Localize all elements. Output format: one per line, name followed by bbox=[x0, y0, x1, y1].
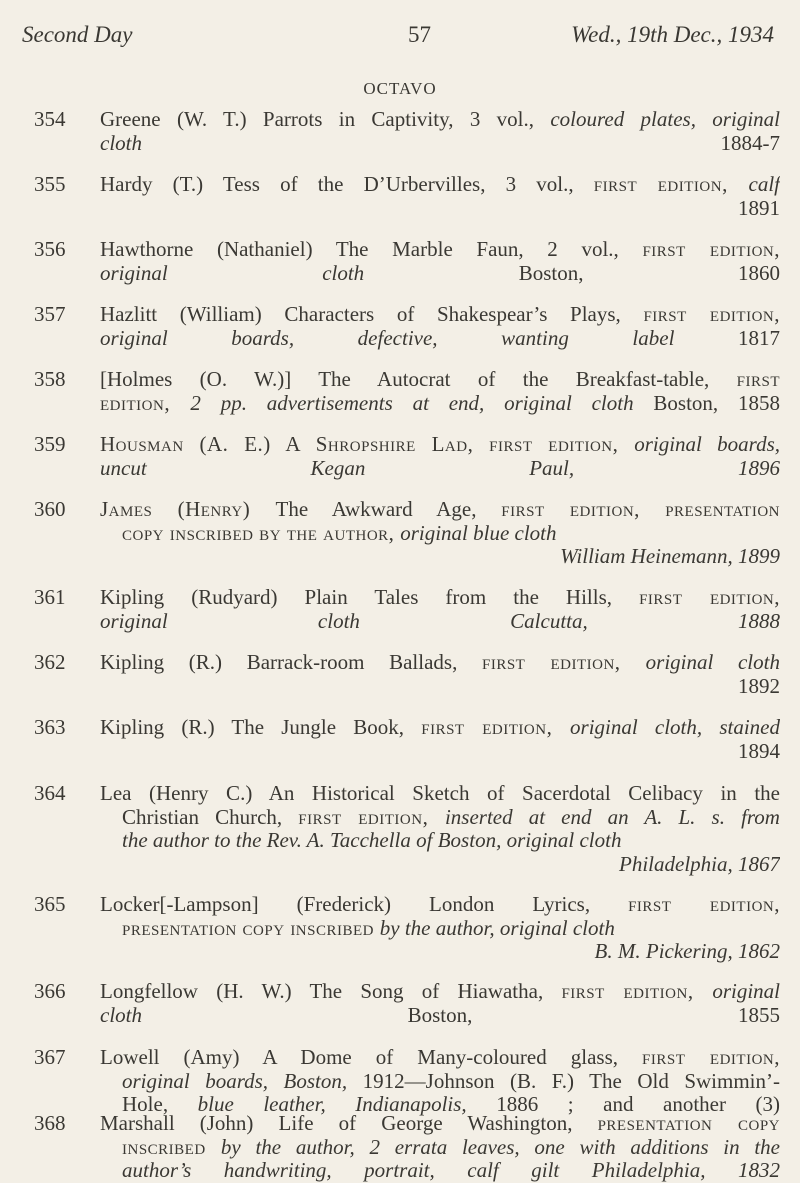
description-line bbox=[100, 1159, 780, 1183]
text-segment: Hazlitt (William) Characters of Shakespear’s Plays, bbox=[100, 303, 644, 326]
lot-number: 362 bbox=[34, 650, 66, 674]
text-segment: first edition, bbox=[642, 1046, 780, 1069]
text-segment: first edition, bbox=[643, 303, 780, 326]
description-line bbox=[100, 392, 780, 416]
text-segment: cloth bbox=[100, 131, 142, 155]
description-line bbox=[100, 716, 780, 740]
description-line bbox=[100, 586, 780, 610]
lot-number: 358 bbox=[34, 367, 66, 391]
lot-description bbox=[100, 651, 780, 698]
text-segment: Greene (W. T.) Parrots in Captivity, 3 vol., bbox=[100, 108, 551, 131]
text-segment: 1892 bbox=[738, 674, 780, 698]
description-line bbox=[100, 829, 780, 853]
text-segment: 1912—Johnson (B. F.) The Old Swimmin’- bbox=[362, 1069, 780, 1093]
lot-number: 354 bbox=[34, 107, 66, 131]
text-segment: (3) bbox=[755, 1093, 780, 1116]
text-segment: 1886 ; and another bbox=[496, 1093, 726, 1116]
lot-description bbox=[100, 893, 780, 964]
description-line bbox=[100, 132, 780, 156]
description-line bbox=[100, 1136, 780, 1160]
text-segment: Kegan Paul, 1896 bbox=[310, 456, 780, 480]
description-line bbox=[100, 197, 780, 221]
lot-description bbox=[100, 716, 780, 763]
text-segment: Lowell (Amy) A Dome of Many-coloured glass, bbox=[100, 1046, 643, 1069]
text-segment: Boston, 1855 bbox=[407, 1003, 780, 1027]
description-line bbox=[100, 940, 780, 964]
description-line bbox=[100, 433, 780, 457]
lot-description bbox=[100, 108, 780, 155]
text-segment: inserted at end an A. L. s. from bbox=[444, 805, 780, 829]
page-number: 57 bbox=[408, 22, 431, 47]
description-line bbox=[100, 522, 780, 546]
lot-description bbox=[100, 303, 780, 350]
text-segment: original cloth bbox=[100, 609, 360, 633]
text-segment: by the author, 2 errata leaves, one with additions in the bbox=[220, 1135, 780, 1159]
description-line bbox=[100, 893, 780, 917]
text-segment: Longfellow (H. W.) The Song of Hiawatha, bbox=[100, 980, 562, 1003]
lot-number: 366 bbox=[34, 979, 66, 1003]
text-segment: 2 pp. advertisements at end, original cloth bbox=[190, 391, 634, 415]
lot-description bbox=[100, 368, 780, 415]
lot-number: 365 bbox=[34, 892, 66, 916]
lot-description bbox=[100, 586, 780, 633]
lot-number: 359 bbox=[34, 432, 66, 456]
text-segment: Philadelphia, 1832 bbox=[591, 1159, 780, 1182]
text-segment: Marshall (John) Life of George Washington, bbox=[100, 1112, 598, 1135]
lot-number: 356 bbox=[34, 237, 66, 261]
text-segment: first edition, bbox=[561, 980, 713, 1003]
text-segment: original boards, Boston, bbox=[122, 1069, 363, 1093]
text-segment: inscribed bbox=[122, 1135, 221, 1159]
text-segment: first edition, bbox=[481, 651, 646, 674]
header-day: Second Day bbox=[22, 22, 133, 47]
text-segment: original boards, bbox=[634, 433, 780, 456]
description-line bbox=[100, 545, 780, 569]
description-line bbox=[100, 303, 780, 327]
text-segment: blue leather, Indianapolis, bbox=[197, 1093, 497, 1116]
description-line bbox=[100, 740, 780, 764]
text-segment: original blue cloth bbox=[400, 521, 557, 545]
text-segment: Lea (Henry C.) An Historical Sketch of Sacerdotal Celibacy in the bbox=[100, 782, 780, 805]
text-segment: the author to the Rev. A. Tacchella of Boston, original cloth bbox=[122, 829, 622, 852]
lot-description bbox=[100, 498, 780, 569]
description-line bbox=[100, 457, 780, 481]
text-segment: original cloth bbox=[645, 651, 780, 674]
text-segment: Kipling (Rudyard) Plain Tales from the Hills, bbox=[100, 586, 640, 609]
text-segment: James (Henry) bbox=[100, 498, 276, 521]
description-line bbox=[100, 368, 780, 392]
text-segment: 1894 bbox=[738, 739, 780, 763]
description-line bbox=[100, 610, 780, 634]
description-line bbox=[100, 108, 780, 132]
lot-number: 368 bbox=[34, 1111, 66, 1135]
lot-description bbox=[100, 782, 780, 876]
text-segment: uncut bbox=[100, 456, 147, 480]
text-segment: presentation copy inscribed bbox=[122, 916, 380, 940]
text-segment: first edition, bbox=[421, 716, 571, 739]
text-segment: Boston, 1860 bbox=[518, 261, 780, 285]
lot-description bbox=[100, 980, 780, 1027]
text-segment: original bbox=[712, 980, 780, 1003]
text-segment: first edition, bbox=[298, 805, 445, 829]
text-segment: coloured plates, original bbox=[550, 108, 780, 131]
text-segment: calf bbox=[748, 173, 780, 196]
text-segment: first edition, bbox=[628, 893, 780, 916]
lot-description bbox=[100, 433, 780, 480]
text-segment: William Heinemann, 1899 bbox=[560, 545, 780, 568]
text-segment: The Awkward Age, bbox=[275, 498, 502, 521]
text-segment: 1891 bbox=[738, 196, 780, 220]
description-line bbox=[100, 917, 780, 941]
text-segment: 1884-7 bbox=[720, 131, 780, 155]
text-segment: original cloth bbox=[100, 261, 365, 285]
lot-number: 363 bbox=[34, 715, 66, 739]
lot-number: 357 bbox=[34, 302, 66, 326]
text-segment: original boards, defective, wanting label bbox=[100, 326, 675, 350]
text-segment: first bbox=[736, 368, 780, 391]
text-segment: first edition, presentation bbox=[501, 498, 780, 521]
description-line bbox=[100, 327, 780, 351]
lot-description bbox=[100, 238, 780, 285]
text-segment: Locker[-Lampson] (Frederick) London Lyrics, bbox=[100, 893, 629, 916]
text-segment: Kipling (R.) The Jungle Book, bbox=[100, 716, 422, 739]
description-line bbox=[100, 173, 780, 197]
lot-number: 355 bbox=[34, 172, 66, 196]
text-segment: first edition, bbox=[593, 173, 749, 196]
text-segment: [Holmes (O. W.)] The Autocrat of the Breakfast-table, bbox=[100, 368, 737, 391]
text-segment: original cloth, stained bbox=[570, 716, 780, 739]
description-line bbox=[100, 675, 780, 699]
text-segment: Housman (A. E.) A Shropshire Lad, first edition, bbox=[100, 433, 635, 456]
description-line bbox=[100, 651, 780, 675]
text-segment: Philadelphia, 1867 bbox=[619, 852, 780, 876]
description-line bbox=[100, 980, 780, 1004]
description-line bbox=[100, 262, 780, 286]
description-line bbox=[100, 1004, 780, 1028]
text-segment: presentation copy bbox=[597, 1112, 780, 1135]
text-segment: cloth bbox=[100, 1003, 142, 1027]
text-segment: B. M. Pickering, 1862 bbox=[594, 940, 780, 963]
text-segment: first edition, bbox=[642, 238, 780, 261]
text-segment: Kipling (R.) Barrack-room Ballads, bbox=[100, 651, 482, 674]
text-segment: Hole, bbox=[122, 1093, 198, 1116]
description-line bbox=[100, 782, 780, 806]
lot-number: 367 bbox=[34, 1045, 66, 1069]
text-segment: Calcutta, 1888 bbox=[510, 609, 780, 633]
text-segment: author’s handwriting, portrait, calf gilt bbox=[122, 1159, 560, 1182]
header-date: Wed., 19th Dec., 1934 bbox=[571, 22, 774, 47]
section-title: OCTAVO bbox=[363, 79, 437, 98]
description-line bbox=[100, 1070, 780, 1094]
description-line bbox=[100, 498, 780, 522]
text-segment: first edition, bbox=[639, 586, 780, 609]
page-header bbox=[22, 22, 774, 54]
lot-description bbox=[100, 1046, 780, 1117]
description-line bbox=[100, 1112, 780, 1136]
description-line bbox=[100, 853, 780, 877]
text-segment: Hardy (T.) Tess of the D’Urbervilles, 3 vol., bbox=[100, 173, 594, 196]
lot-number: 361 bbox=[34, 585, 66, 609]
text-segment: by the author, original cloth bbox=[379, 916, 615, 940]
text-segment: Hawthorne (Nathaniel) The Marble Faun, 2 vol., bbox=[100, 238, 643, 261]
text-segment: Christian Church, bbox=[122, 805, 299, 829]
text-segment: 1817 bbox=[738, 326, 780, 350]
lot-number: 364 bbox=[34, 781, 66, 805]
text-segment: Boston, 1858 bbox=[653, 391, 780, 415]
description-line bbox=[100, 806, 780, 830]
lot-description bbox=[100, 173, 780, 220]
description-line bbox=[100, 238, 780, 262]
text-segment: edition, bbox=[100, 391, 191, 415]
description-line bbox=[100, 1046, 780, 1070]
lot-number: 360 bbox=[34, 497, 66, 521]
lot-description bbox=[100, 1112, 780, 1183]
text-segment: copy inscribed by the author, bbox=[122, 521, 401, 545]
